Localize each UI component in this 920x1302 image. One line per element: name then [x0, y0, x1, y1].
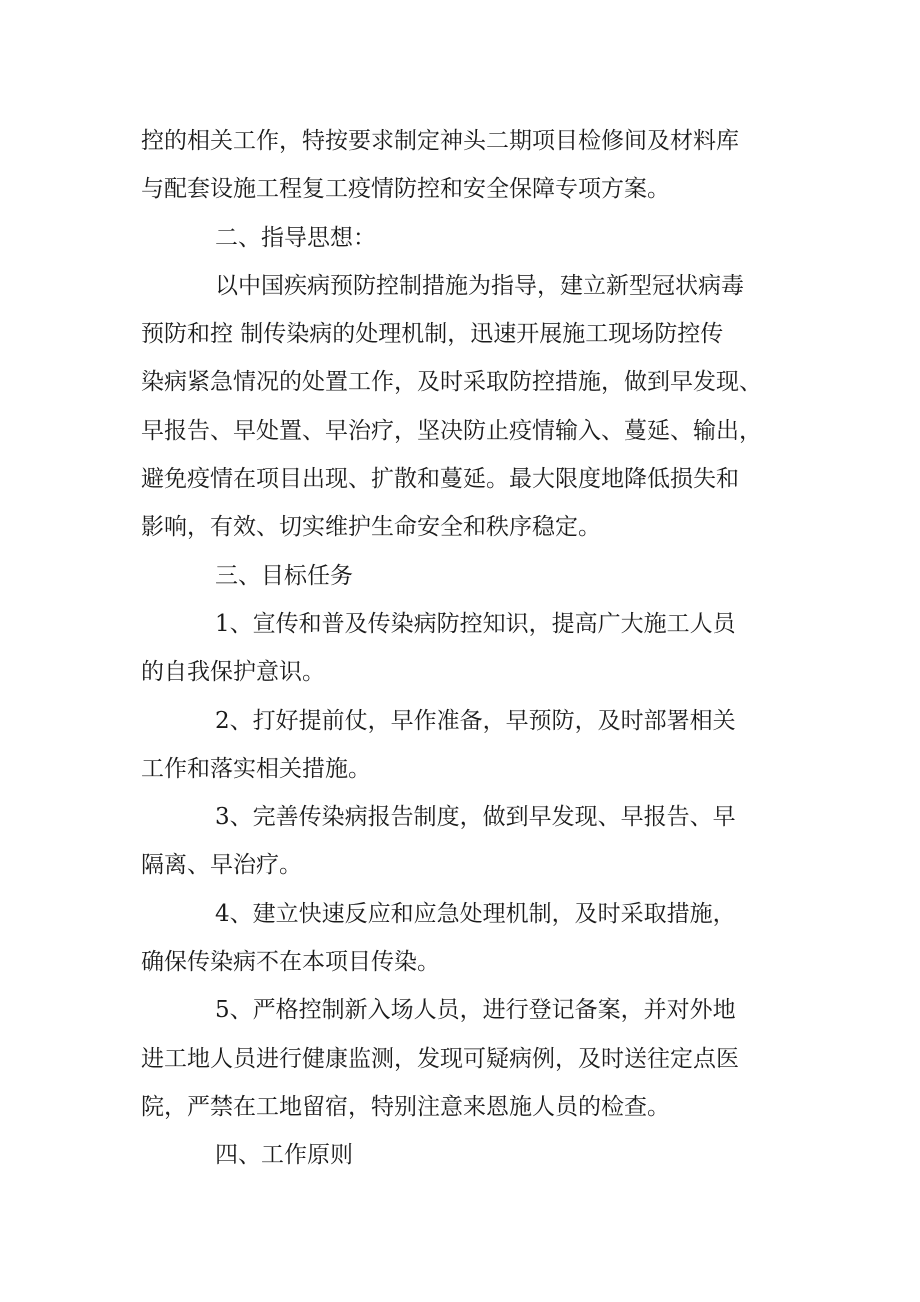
- text-line: 隔离、早治疗。: [141, 852, 302, 879]
- list-item: 1、宣传和普及传染病防控知识，提高广大施工人员: [215, 610, 736, 637]
- text-line: 工作和落实相关措施。: [141, 755, 371, 782]
- list-item: 5、严格控制新入场人员，进行登记备案，并对外地: [215, 997, 736, 1024]
- section-heading: 四、工作原则: [215, 1142, 353, 1169]
- text-line: 预防和控 制传染病的处理机制，迅速开展施工现场防控传: [141, 321, 724, 348]
- text-line: 的自我保护意识。: [141, 659, 325, 686]
- text-line: 确保传染病不在本项目传染。: [141, 949, 440, 976]
- text-line: 控的相关工作，特按要求制定神头二期项目检修间及材料库: [141, 128, 739, 154]
- section-heading: 三、目标任务: [215, 562, 353, 589]
- list-item: 3、完善传染病报告制度，做到早发现、早报告、早: [215, 804, 736, 831]
- text-line: 染病紧急情况的处置工作，及时采取防控措施，做到早发现、: [141, 369, 762, 396]
- list-item: 4、建立快速反应和应急处理机制，及时采取措施，: [215, 900, 736, 927]
- text-line: 与配套设施工程复工疫情防控和安全保障专项方案。: [141, 176, 670, 203]
- text-line: 院，严禁在工地留宿，特别注意来恩施人员的检查。: [141, 1093, 670, 1120]
- text-line: 早报告、早处置、早治疗，坚决防止疫情输入、蔓延、输出，: [141, 417, 762, 444]
- text-line: 避免疫情在项目出现、扩散和蔓延。最大限度地降低损失和: [141, 466, 739, 493]
- document-body: [141, 117, 786, 1180]
- section-heading: 二、指导思想：: [215, 224, 376, 251]
- text-line: 影响，有效、切实维护生命安全和秩序稳定。: [141, 514, 601, 541]
- text-line: 以中国疾病预防控制措施为指导，建立新型冠状病毒: [215, 272, 744, 299]
- list-item: 2、打好提前仗，早作准备，早预防，及时部署相关: [215, 707, 736, 734]
- text-line: 进工地人员进行健康监测，发现可疑病例，及时送往定点医: [141, 1045, 739, 1072]
